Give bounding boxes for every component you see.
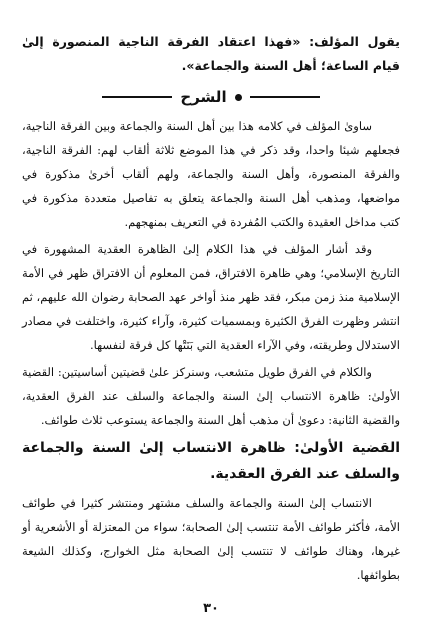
issue-heading-label: القضية الأولىٰ: — [294, 440, 401, 456]
document-page — [22, 30, 400, 612]
issue-heading-text: ظاهرة الانتساب إلىٰ السنة والجماعة والسلف عند الفرق العقدية. — [22, 440, 400, 482]
heading-rule-right — [250, 96, 320, 98]
paragraph-2: وقد أشار المؤلف في هذا الكلام إلىٰ الظاهرة العقدية المشهورة في التاريخ الإسلامي؛ وهي ظاهرة الافتراق، فمن المعلوم أن الافتراق ظهر في الأمة الإسلامية منذ زمن مبكر، فقد ظهر منذ أواخر عهد الصحابة رضوان الله عليهم، ثم انتشر وظهرت الفرق الكثيرة وبمسميات كثيرة، وآراء كثيرة، واختلفت في مصادر الاستدلال وطريقته، وفي الآراء العقدية التي بَنَتْها كل فرقة لنفسها. — [22, 242, 400, 352]
paragraph-4: الانتساب إلىٰ السنة والجماعة والسلف مشتهر ومنتشر كثيرا في طوائف الأمة، فأكثر طوائف الأمة تنتسب إلىٰ الصحابة؛ سواء من المعتزلة أو الأشعرية أو غيرها، وهناك طوائف لا تنتسب إلىٰ الصحابة مثل الخوارج، وكذلك الشيعة بطوائفها. — [22, 496, 400, 582]
page-number: ٣٠ — [203, 601, 219, 616]
section-heading — [22, 88, 400, 106]
issue-heading — [22, 435, 400, 487]
paragraph-3: والكلام في الفرق طويل متشعب، وسنركز علىٰ قضيتين أساسيتين: القضية الأولىٰ: ظاهرة الانتساب إلىٰ السنة والجماعة والسلف عند الفرق العقدية، والقضية الثانية: دعوىٰ أن مذهب أهل السنة والجماعة يستوعب ثلاث طوائف. — [22, 365, 400, 427]
section-title: الشرح — [180, 88, 227, 106]
bullet-icon — [235, 94, 242, 101]
paragraph-1: ساوىٰ المؤلف في كلامه هذا بين أهل السنة والجماعة وبين الفرقة الناجية، فجعلهم شيئا واحدا، وقد ذكر في هذا الموضع ثلاثة ألقاب لهم: الفرقة الناجية، والفرقة المنصورة، وأهل السنة والجماعة، ولهم ألقاب أخرىٰ مذكورة في مواضعها، ومذهب أهل السنة والجماعة يتعلق به تفاصيل متعددة مذكورة في كتب مداخل العقيدة والكتب المُفردة في التعريف بمنهجهم. — [22, 119, 400, 229]
heading-rule-left — [102, 96, 172, 98]
author-quote: يقول المؤلف: «فهذا اعتقاد الفرقة الناجية المنصورة إلىٰ قيام الساعة؛ أهل السنة والجماعة». — [22, 34, 400, 73]
